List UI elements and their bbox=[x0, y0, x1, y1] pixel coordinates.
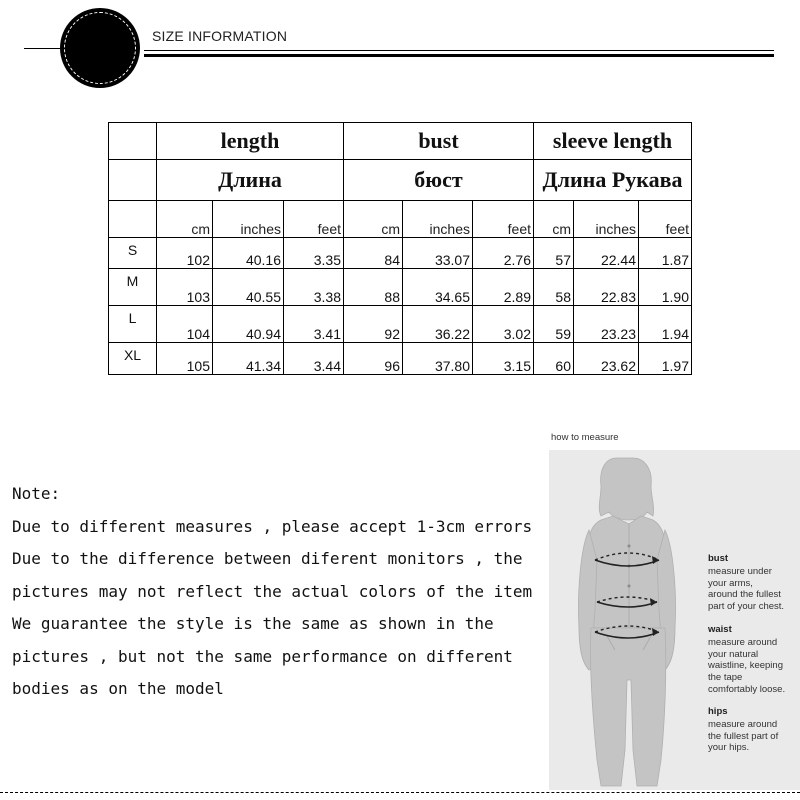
table-cell: 3.02 bbox=[473, 306, 534, 343]
group-header-sleeve-ru: Длина Рукава bbox=[534, 160, 692, 201]
table-cell: 102 bbox=[157, 238, 213, 269]
table-cell: 2.89 bbox=[473, 269, 534, 306]
table-cell: 34.65 bbox=[403, 269, 473, 306]
table-cell: 59 bbox=[534, 306, 574, 343]
group-header-length-en: length bbox=[157, 123, 344, 160]
table-cell: 23.23 bbox=[574, 306, 639, 343]
unit-header: inches bbox=[403, 201, 473, 238]
measure-hips-desc: measure around the fullest part of your hips. bbox=[708, 719, 779, 754]
table-cell: 3.35 bbox=[284, 238, 344, 269]
table-cell: 60 bbox=[534, 343, 574, 375]
table-cell: 92 bbox=[344, 306, 403, 343]
note-line: Due to the difference between diferent monitors , the bbox=[12, 549, 523, 568]
table-cell: 33.07 bbox=[403, 238, 473, 269]
size-label: L bbox=[109, 306, 157, 343]
note-line: We guarantee the style is the same as shown in the bbox=[12, 614, 494, 633]
table-cell: 105 bbox=[157, 343, 213, 375]
table-cell: 58 bbox=[534, 269, 574, 306]
unit-header: inches bbox=[213, 201, 284, 238]
corner-cell bbox=[109, 201, 157, 238]
table-row bbox=[109, 238, 692, 269]
table-cell: 96 bbox=[344, 343, 403, 375]
corner-cell bbox=[109, 160, 157, 201]
table-cell: 104 bbox=[157, 306, 213, 343]
table-row bbox=[109, 343, 692, 375]
unit-header: feet bbox=[639, 201, 692, 238]
group-header-length-ru: Длина bbox=[157, 160, 344, 201]
size-table bbox=[108, 122, 692, 375]
table-cell: 3.44 bbox=[284, 343, 344, 375]
table-cell: 1.90 bbox=[639, 269, 692, 306]
table-cell: 1.97 bbox=[639, 343, 692, 375]
table-cell: 3.38 bbox=[284, 269, 344, 306]
table-cell: 2.76 bbox=[473, 238, 534, 269]
table-cell: 88 bbox=[344, 269, 403, 306]
body-figure-illustration bbox=[549, 450, 709, 790]
table-cell: 22.44 bbox=[574, 238, 639, 269]
bottom-dashed-divider bbox=[0, 792, 800, 793]
header-left-line bbox=[24, 48, 60, 49]
table-cell: 3.15 bbox=[473, 343, 534, 375]
table-cell: 84 bbox=[344, 238, 403, 269]
group-header-bust-ru: бюст bbox=[344, 160, 534, 201]
note-block bbox=[12, 478, 532, 706]
table-cell: 37.80 bbox=[403, 343, 473, 375]
size-label: XL bbox=[109, 343, 157, 375]
size-label: S bbox=[109, 238, 157, 269]
unit-header: cm bbox=[344, 201, 403, 238]
table-cell: 22.83 bbox=[574, 269, 639, 306]
group-header-sleeve-en: sleeve length bbox=[534, 123, 692, 160]
header-title: SIZE INFORMATION bbox=[152, 28, 288, 44]
table-cell: 23.62 bbox=[574, 343, 639, 375]
note-line: Due to different measures , please accept 1-3cm errors bbox=[12, 516, 533, 536]
unit-header: cm bbox=[534, 201, 574, 238]
table-cell: 57 bbox=[534, 238, 574, 269]
measure-waist-desc: measure around your natural waistline, keeping the tape comfortably loose. bbox=[708, 637, 786, 695]
unit-header: feet bbox=[473, 201, 534, 238]
table-cell: 1.94 bbox=[639, 306, 692, 343]
table-cell: 3.41 bbox=[284, 306, 344, 343]
table-row bbox=[109, 269, 692, 306]
corner-cell bbox=[109, 123, 157, 160]
header-rule-thin bbox=[144, 50, 774, 51]
group-header-bust-en: bust bbox=[344, 123, 534, 160]
table-row bbox=[109, 306, 692, 343]
measure-bust-heading: bust bbox=[708, 553, 729, 564]
unit-header: cm bbox=[157, 201, 213, 238]
note-line: pictures , but not the same performance on different bbox=[12, 646, 513, 666]
table-cell: 36.22 bbox=[403, 306, 473, 343]
how-to-measure-panel bbox=[549, 450, 800, 790]
measure-waist-heading: waist bbox=[708, 624, 732, 635]
table-cell: 41.34 bbox=[213, 343, 284, 375]
table-cell: 40.55 bbox=[213, 269, 284, 306]
measure-bust-desc: measure under your arms, around the fullest part of your chest. bbox=[708, 566, 785, 613]
table-cell: 1.87 bbox=[639, 238, 692, 269]
table-cell: 103 bbox=[157, 269, 213, 306]
header-rule-thick bbox=[144, 54, 774, 57]
table-cell: 40.16 bbox=[213, 238, 284, 269]
note-line: bodies as on the model bbox=[12, 679, 224, 698]
measure-hips-heading: hips bbox=[708, 706, 728, 717]
note-heading: Note: bbox=[12, 484, 61, 503]
table-cell: 40.94 bbox=[213, 306, 284, 343]
unit-header: feet bbox=[284, 201, 344, 238]
unit-header: inches bbox=[574, 201, 639, 238]
note-line: pictures may not reflect the actual colors of the item bbox=[12, 581, 533, 601]
size-label: M bbox=[109, 269, 157, 306]
header-circle-badge bbox=[60, 8, 140, 88]
how-to-measure-title: how to measure bbox=[551, 432, 619, 443]
